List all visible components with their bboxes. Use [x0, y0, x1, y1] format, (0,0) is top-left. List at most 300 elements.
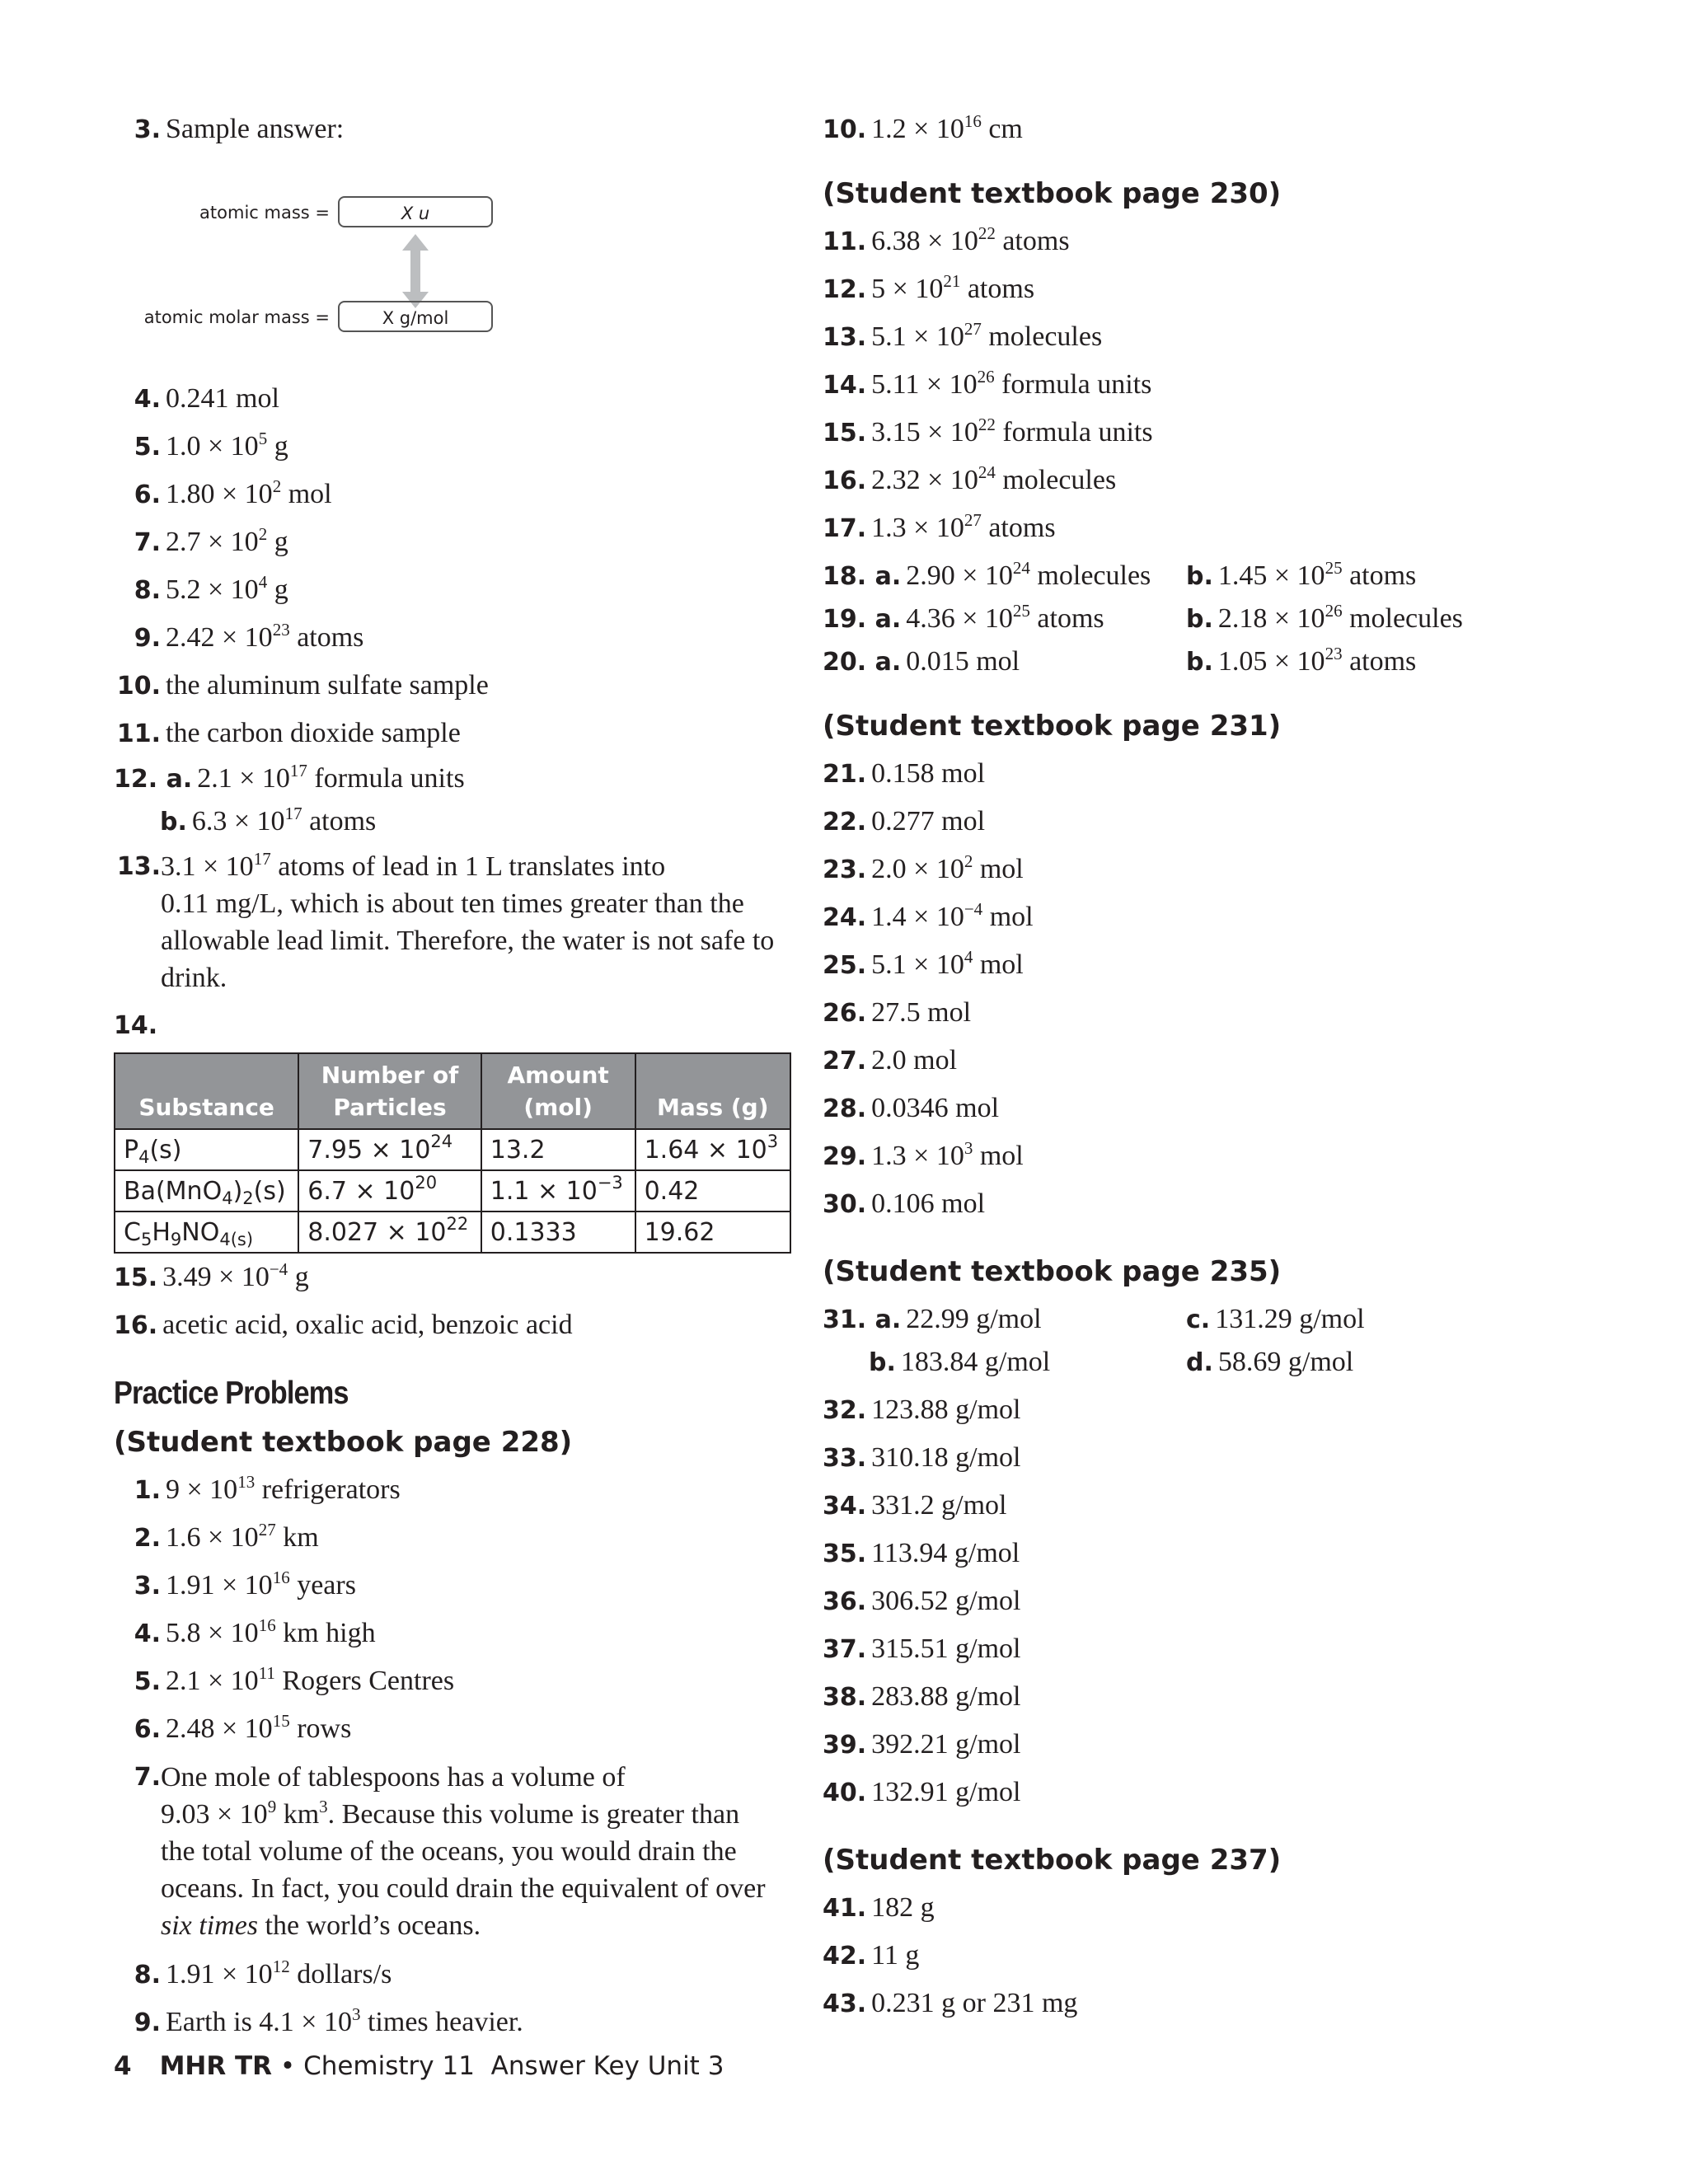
footer-title: Chemistry 11 Answer Key Unit 3 — [303, 2051, 724, 2081]
practice-1 — [114, 1466, 806, 1514]
practice-6 — [114, 1705, 806, 1753]
table-row — [115, 1129, 790, 1170]
answer-mantissa: 5.11 × 10 — [871, 369, 978, 400]
section-title: Practice Problems — [114, 1376, 349, 1411]
answer-4 — [114, 375, 806, 423]
cell-mantissa: 7.95 × 10 — [307, 1135, 431, 1165]
textbook-page-heading: (Student textbook page 228) — [114, 1426, 573, 1459]
answer-r31d — [1186, 1338, 1353, 1386]
practice-3 — [114, 1562, 806, 1610]
answer-number: 4. — [134, 385, 161, 414]
answer-number: 40. — [823, 1779, 867, 1807]
answer-number: 24. — [823, 903, 867, 932]
answer-number: 36. — [823, 1587, 867, 1616]
header-mass: Mass (g) — [635, 1053, 790, 1129]
answer-text: 283.88 g/mol — [871, 1681, 1021, 1712]
formula-part: (s) — [149, 1135, 182, 1165]
answer-10 — [114, 662, 806, 710]
formula-subscript: 9 — [170, 1229, 182, 1249]
cell-substance — [115, 1212, 298, 1253]
answer-exponent: 23 — [1325, 644, 1343, 663]
answer-text: 113.94 g/mol — [871, 1538, 1020, 1568]
answer-mantissa: 2.7 × 10 — [166, 527, 259, 557]
formula-subscript: 4 — [138, 1146, 150, 1167]
answer-text: 11 g — [871, 1940, 920, 1971]
answer-exponent: 2 — [258, 524, 268, 544]
answer-mantissa: 2.32 × 10 — [871, 465, 978, 495]
answer-exponent: 23 — [272, 620, 290, 640]
cell-value: 0.42 — [644, 1176, 700, 1206]
answer-r11 — [823, 218, 1564, 265]
answer-number: 9. — [134, 2008, 161, 2037]
answer-number: 14. — [114, 1011, 158, 1040]
answer-r40 — [823, 1769, 1564, 1816]
answer-number: 37. — [823, 1635, 867, 1664]
answer-unit: atoms — [289, 622, 364, 653]
answer-exponent: 16 — [258, 1615, 276, 1635]
practice-9 — [114, 1999, 806, 2046]
practice-2 — [114, 1514, 806, 1562]
answer-text — [161, 1759, 806, 1944]
answer-r25 — [823, 941, 1564, 989]
answer-unit: dollars/s — [289, 1959, 392, 1990]
answer-number: 8. — [134, 576, 161, 605]
substance-table — [114, 1052, 791, 1254]
answer-r39 — [823, 1721, 1564, 1769]
answer-number: b. — [1186, 605, 1213, 634]
answer-exponent: 2 — [272, 476, 282, 496]
formula-subscript: 4 — [222, 1188, 233, 1208]
textbook-page-heading: (Student textbook page 235) — [823, 1255, 1282, 1288]
answer-r15 — [823, 409, 1564, 457]
answer-text: 123.88 g/mol — [871, 1394, 1021, 1425]
answer-unit: years — [289, 1570, 356, 1601]
answer-mantissa: 2.1 × 10 — [197, 763, 290, 794]
answer-exponent: 24 — [978, 462, 996, 482]
answer-text: 0.231 g or 231 mg — [871, 1988, 1078, 2018]
answer-exponent: 16 — [272, 1568, 290, 1587]
answer-number: 10. — [823, 115, 867, 144]
answer-r22 — [823, 798, 1564, 846]
page-number: 4 — [114, 2051, 132, 2081]
answer-number: 19. a. — [823, 605, 902, 634]
answer-number: 12. a. — [114, 765, 193, 794]
answer-unit: molecules — [981, 321, 1103, 352]
answer-r17 — [823, 504, 1564, 552]
answer-mantissa: 1.91 × 10 — [166, 1959, 273, 1990]
answer-12a — [114, 757, 806, 800]
answer-emphasis: six times — [161, 1910, 259, 1941]
answer-5 — [114, 423, 806, 471]
textbook-page-heading: (Student textbook page 237) — [823, 1844, 1282, 1877]
answer-exponent: 3 — [319, 1797, 328, 1816]
answer-r19 — [823, 595, 1564, 643]
answer-number: 16. — [823, 466, 867, 495]
answer-mantissa: 1.3 × 10 — [871, 513, 964, 543]
answer-number: 20. a. — [823, 648, 902, 677]
answer-r33 — [823, 1434, 1564, 1482]
answer-r31b — [823, 1338, 1186, 1386]
answer-number: 2. — [134, 1524, 161, 1553]
answer-mantissa: 9.03 × 10 — [161, 1799, 268, 1830]
answer-r31-row2 — [823, 1338, 1564, 1386]
cell-mantissa: 1.1 × 10 — [490, 1176, 598, 1206]
answer-unit: formula units — [995, 417, 1153, 448]
answer-number: 10. — [116, 672, 161, 701]
answer-unit: atoms — [1342, 646, 1417, 677]
answer-14 — [114, 1001, 806, 1049]
answer-text: 131.29 g/mol — [1215, 1304, 1365, 1334]
answer-12b — [114, 800, 806, 843]
answer-exponent: 17 — [284, 804, 302, 823]
answer-mantissa: 1.45 × 10 — [1217, 560, 1325, 591]
answer-r34 — [823, 1482, 1564, 1530]
header-amount: Amount (mol) — [481, 1053, 635, 1129]
answer-mantissa: 2.90 × 10 — [906, 560, 1013, 591]
answer-mantissa: 3.15 × 10 — [871, 417, 978, 448]
answer-text: 27.5 mol — [871, 997, 972, 1028]
answer-r20 — [823, 638, 1564, 686]
answer-r27 — [823, 1037, 1564, 1085]
molar-mass-diagram — [114, 148, 806, 375]
textbook-page-heading: (Student textbook page 230) — [823, 177, 1282, 210]
formula-part: H — [152, 1217, 171, 1247]
answer-mantissa: 6.3 × 10 — [191, 806, 285, 837]
answer-exponent: 26 — [977, 367, 995, 387]
answer-exponent: −4 — [964, 899, 983, 919]
answer-number: 3. — [134, 115, 161, 144]
answer-number: 25. — [823, 951, 867, 980]
answer-exponent: 25 — [1325, 558, 1343, 578]
answer-exponent: 12 — [272, 1957, 290, 1976]
page-footer — [114, 2051, 724, 2081]
atomic-mass-box — [338, 196, 493, 227]
answer-unit: atoms — [981, 513, 1056, 543]
answer-9 — [114, 614, 806, 662]
formula-part: NO — [181, 1217, 220, 1247]
cell-substance — [115, 1129, 298, 1170]
answer-3 — [114, 105, 806, 153]
answer-r41 — [823, 1884, 1564, 1932]
answer-mantissa: 1.4 × 10 — [871, 902, 964, 932]
cell-particles — [298, 1170, 481, 1212]
answer-exponent: 3 — [351, 2004, 361, 2024]
answer-text: 306.52 g/mol — [871, 1586, 1021, 1616]
answer-unit: formula units — [307, 763, 465, 794]
answer-mantissa: 2.1 × 10 — [166, 1666, 259, 1696]
answer-unit: g — [267, 431, 288, 462]
answer-exponent: 27 — [964, 319, 982, 339]
answer-number: 15. — [823, 419, 867, 448]
cell-exponent: 20 — [415, 1172, 438, 1193]
answer-number: 38. — [823, 1683, 867, 1712]
answer-r29 — [823, 1132, 1564, 1180]
answer-number: 31. a. — [823, 1305, 902, 1334]
answer-unit: atoms — [960, 274, 1035, 304]
answer-number: 21. — [823, 760, 867, 789]
textbook-page-heading: (Student textbook page 231) — [823, 710, 1282, 743]
answer-r13 — [823, 313, 1564, 361]
answer-line: drink. — [161, 963, 227, 993]
answer-number: 11. — [116, 719, 161, 748]
answer-exponent: 3 — [964, 1138, 973, 1158]
answer-number: 16. — [114, 1311, 158, 1340]
answer-13 — [114, 848, 806, 996]
answer-unit: mol — [281, 479, 332, 509]
formula-subscript: 5 — [140, 1229, 152, 1249]
answer-number: 13. — [116, 852, 161, 881]
practice-4 — [114, 1610, 806, 1657]
answer-r35 — [823, 1530, 1564, 1577]
header-particles: Number of Particles — [298, 1053, 481, 1129]
answer-r26 — [823, 989, 1564, 1037]
cell-amount — [481, 1129, 635, 1170]
answer-exponent: 27 — [258, 1520, 276, 1540]
cell-value: 0.1333 — [490, 1217, 577, 1247]
answer-16 — [114, 1301, 806, 1349]
answer-exponent: 15 — [272, 1711, 290, 1731]
answer-unit: g — [267, 527, 288, 557]
answer-6 — [114, 471, 806, 518]
answer-r10 — [823, 105, 1564, 153]
answer-exponent: 22 — [978, 415, 996, 434]
answer-number: 29. — [823, 1142, 867, 1171]
formula-subscript: 4(s) — [219, 1229, 254, 1249]
answer-unit: km high — [275, 1618, 376, 1648]
answer-text: the carbon dioxide sample — [166, 718, 461, 748]
answer-mantissa: 1.6 × 10 — [166, 1522, 259, 1553]
answer-text: 182 g — [871, 1892, 935, 1923]
answer-text: 2.0 mol — [871, 1045, 958, 1076]
answer-r16 — [823, 457, 1564, 504]
formula-part: (s) — [253, 1176, 286, 1206]
double-arrow-icon — [399, 234, 432, 308]
answer-exponent: 11 — [258, 1663, 275, 1683]
answer-unit: mol — [973, 854, 1024, 884]
answer-exponent: 16 — [964, 111, 982, 131]
answer-number: 1. — [134, 1476, 161, 1505]
answer-unit: g — [267, 574, 288, 605]
publisher-brand: MHR TR — [159, 2051, 273, 2081]
cell-amount — [481, 1212, 635, 1253]
answer-unit: atoms — [302, 806, 377, 837]
practice-8 — [114, 1951, 806, 1999]
answer-mantissa: 1.80 × 10 — [166, 479, 273, 509]
answer-mantissa: 1.05 × 10 — [1217, 646, 1325, 677]
answer-number: b. — [160, 808, 187, 837]
answer-mantissa: 3.1 × 10 — [161, 851, 254, 882]
molar-mass-box-text: X g/mol — [382, 308, 449, 328]
answer-mantissa: 1.0 × 10 — [166, 431, 259, 462]
answer-mantissa: 5.1 × 10 — [871, 321, 964, 352]
answer-r31a — [823, 1296, 1186, 1343]
answer-r18a — [823, 552, 1186, 600]
answer-11 — [114, 710, 806, 757]
table-header-row — [115, 1053, 790, 1129]
practice-7 — [114, 1759, 806, 1944]
answer-unit: molecules — [1029, 560, 1151, 591]
answer-r24 — [823, 893, 1564, 941]
atomic-mass-label: atomic mass = — [199, 203, 330, 223]
answer-r18b — [1186, 552, 1416, 600]
answer-r14 — [823, 361, 1564, 409]
answer-unit: cm — [981, 114, 1023, 144]
answer-text: 22.99 g/mol — [906, 1304, 1042, 1334]
cell-exponent: −3 — [597, 1172, 623, 1193]
answer-r38 — [823, 1673, 1564, 1721]
answer-exponent: 21 — [943, 271, 961, 291]
answer-unit: Rogers Centres — [274, 1666, 455, 1696]
answer-mantissa: 5.1 × 10 — [871, 949, 964, 980]
answer-mantissa: 6.38 × 10 — [871, 226, 978, 256]
answer-mantissa: 5.8 × 10 — [166, 1618, 259, 1648]
answer-number: 30. — [823, 1190, 867, 1219]
answer-mantissa: 3.49 × 10 — [162, 1262, 270, 1292]
answer-number: 3. — [134, 1572, 161, 1601]
answer-number: 6. — [134, 480, 161, 509]
answer-text: 392.21 g/mol — [871, 1729, 1021, 1760]
answer-unit: refrigerators — [255, 1474, 401, 1505]
answer-number: 9. — [134, 624, 161, 653]
cell-amount — [481, 1170, 635, 1212]
answer-text: the aluminum sulfate sample — [166, 670, 489, 701]
answer-line: the total volume of the oceans, you would drain the — [161, 1836, 737, 1867]
answer-unit: g — [288, 1262, 309, 1292]
formula-part: ) — [232, 1176, 243, 1206]
cell-value: 19.62 — [644, 1217, 715, 1247]
answer-number: 15. — [114, 1263, 158, 1292]
answer-number: 33. — [823, 1444, 867, 1473]
molar-mass-label: atomic molar mass = — [143, 307, 330, 327]
answer-line: 0.11 mg/L, which is about ten times greater than the — [161, 888, 744, 919]
cell-substance — [115, 1170, 298, 1212]
answer-line: allowable lead limit. Therefore, the water is not safe to — [161, 926, 775, 956]
answer-unit: mol — [973, 949, 1024, 980]
answer-r19a — [823, 595, 1186, 643]
cell-mantissa: 8.027 × 10 — [307, 1217, 447, 1247]
answer-number: 26. — [823, 999, 867, 1028]
answer-exponent: 24 — [1012, 558, 1030, 578]
header-substance: Substance — [115, 1053, 298, 1129]
cell-exponent: 24 — [430, 1131, 453, 1151]
answer-unit: atoms — [995, 226, 1070, 256]
answer-exponent: 4 — [964, 947, 973, 967]
answer-line: atoms of lead in 1 L translates into — [270, 851, 666, 882]
table-row — [115, 1170, 790, 1212]
answer-exponent: −4 — [269, 1259, 288, 1279]
cell-mass — [635, 1212, 790, 1253]
answer-r43 — [823, 1980, 1564, 2027]
answer-number: 35. — [823, 1540, 867, 1568]
answer-unit: mol — [982, 902, 1034, 932]
answer-text: 331.2 g/mol — [871, 1490, 1007, 1521]
answer-number: 7. — [134, 1763, 161, 1792]
answer-mantissa: 9 × 10 — [166, 1474, 238, 1505]
answer-unit: atoms — [1342, 560, 1417, 591]
answer-number: 34. — [823, 1492, 867, 1521]
cell-particles — [298, 1129, 481, 1170]
answer-text: 315.51 g/mol — [871, 1633, 1021, 1664]
answer-r12 — [823, 265, 1564, 313]
answer-r37 — [823, 1625, 1564, 1673]
answer-number: 32. — [823, 1396, 867, 1425]
answer-number: d. — [1186, 1348, 1213, 1377]
answer-unit: molecules — [1342, 603, 1463, 634]
answer-number: 22. — [823, 808, 867, 837]
answer-exponent: 26 — [1325, 601, 1343, 621]
answer-unit: formula units — [994, 369, 1152, 400]
answer-r31-row1 — [823, 1296, 1564, 1343]
answer-exponent: 4 — [258, 572, 268, 592]
answer-r28 — [823, 1085, 1564, 1132]
answer-line: One mole of tablespoons has a volume of — [161, 1762, 626, 1793]
left-column — [114, 105, 806, 2046]
answer-unit: km — [276, 1799, 320, 1830]
answer-number: 12. — [823, 275, 867, 304]
answer-r31c — [1186, 1296, 1365, 1343]
answer-number: 4. — [134, 1619, 161, 1648]
answer-exponent: 25 — [1012, 601, 1030, 621]
answer-number: 6. — [134, 1715, 161, 1744]
answer-text: 0.106 mol — [871, 1188, 986, 1219]
answer-number: 18. a. — [823, 562, 902, 591]
answer-r36 — [823, 1577, 1564, 1625]
answer-text: 0.241 mol — [166, 383, 279, 414]
answer-mantissa: 2.42 × 10 — [166, 622, 273, 653]
answer-text: 58.69 g/mol — [1217, 1347, 1354, 1377]
right-column — [823, 105, 1564, 2027]
answer-text: Sample answer: — [166, 114, 345, 144]
answer-text: 0.0346 mol — [871, 1093, 1000, 1123]
answer-exponent: 9 — [267, 1797, 277, 1816]
answer-number: 41. — [823, 1894, 867, 1923]
answer-line: . Because this volume is greater than — [327, 1799, 740, 1830]
answer-exponent: 22 — [978, 223, 996, 243]
answer-number: b. — [1186, 648, 1213, 677]
answer-r19b — [1186, 595, 1463, 643]
answer-mantissa: 2.18 × 10 — [1217, 603, 1325, 634]
footer-bullet: • — [272, 2051, 304, 2081]
practice-5 — [114, 1657, 806, 1705]
answer-number: 27. — [823, 1047, 867, 1076]
answer-number: c. — [1186, 1305, 1211, 1334]
answer-text — [161, 848, 806, 996]
table-row — [115, 1212, 790, 1253]
cell-mass — [635, 1170, 790, 1212]
answer-exponent: 17 — [253, 849, 271, 869]
answer-mantissa: Earth is 4.1 × 10 — [166, 2007, 352, 2037]
answer-15 — [114, 1254, 806, 1301]
answer-exponent: 5 — [258, 429, 268, 448]
answer-mantissa: 5.2 × 10 — [166, 574, 259, 605]
answer-exponent: 2 — [964, 851, 973, 871]
answer-number: b. — [869, 1348, 896, 1377]
answer-text: acetic acid, oxalic acid, benzoic acid — [162, 1310, 573, 1340]
cell-exponent: 22 — [446, 1213, 469, 1234]
answer-unit: rows — [289, 1713, 352, 1744]
answer-r42 — [823, 1932, 1564, 1980]
answer-number: 23. — [823, 855, 867, 884]
answer-r21 — [823, 750, 1564, 798]
cell-mantissa: 6.7 × 10 — [307, 1176, 415, 1206]
answer-text: 0.277 mol — [871, 806, 986, 837]
answer-number: 39. — [823, 1731, 867, 1760]
answer-number: 17. — [823, 514, 867, 543]
answer-mantissa: 1.2 × 10 — [871, 114, 964, 144]
formula-subscript: 2 — [242, 1188, 254, 1208]
answer-7 — [114, 518, 806, 566]
answer-r23 — [823, 846, 1564, 893]
